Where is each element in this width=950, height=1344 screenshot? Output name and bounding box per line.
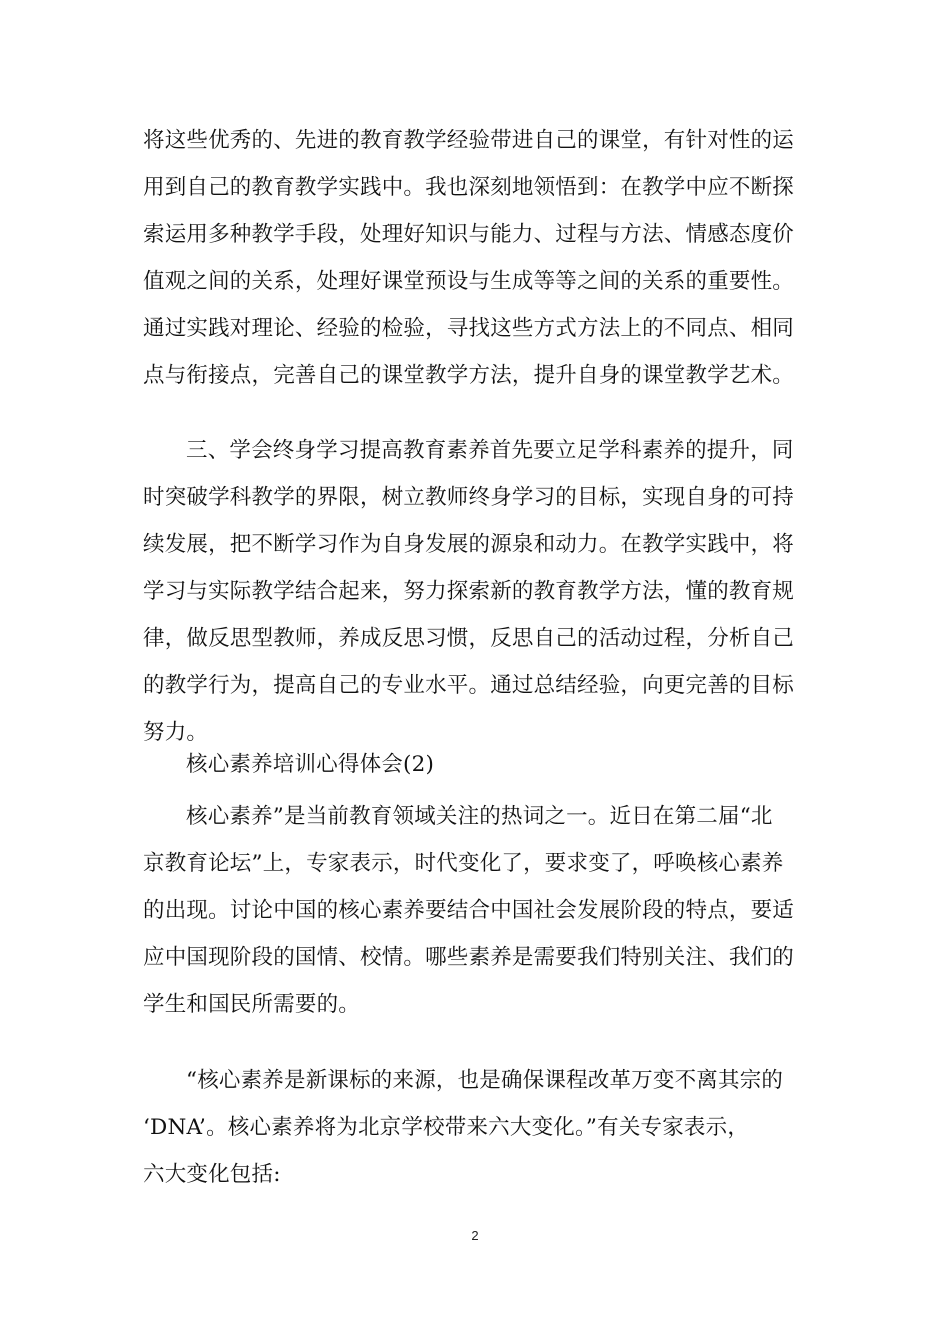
text-line: 律，做反思型教师，养成反思习惯，反思自己的活动过程，分析自己 [143, 626, 795, 651]
text-line: 将这些优秀的、先进的教育教学经验带进自己的课堂，有针对性的运 [143, 128, 795, 153]
paragraph-teaching-methods [143, 117, 808, 399]
text-line: 的教学行为，提高自己的专业水平。通过总结经验，向更完善的目标 [143, 673, 795, 698]
heading-line: 核心素养培训心得体会(2) [186, 752, 435, 777]
text-line: 续发展，把不断学习作为自身发展的源泉和动力。在教学实践中，将 [143, 532, 795, 557]
text-line: 应中国现阶段的国情、校情。哪些素养是需要我们特别关注、我们的 [143, 945, 795, 970]
text-line: 通过实践对理论、经验的检验，寻找这些方式方法上的不同点、相同 [143, 316, 795, 341]
section-heading [143, 741, 808, 788]
text-line: 核心素养”是当前教育领域关注的热词之一。近日在第二届“北 [186, 804, 773, 829]
text-line: 时突破学科教学的界限，树立教师终身学习的目标，实现自身的可持 [143, 485, 795, 510]
text-line: “核心素养是新课标的来源，也是确保课程改革万变不离其宗的 [186, 1068, 784, 1093]
page-number: 2 [471, 1228, 479, 1243]
text-line: 点与衔接点，完善自己的课堂教学方法，提升自身的课堂教学艺术。 [143, 363, 795, 388]
paragraph-lifelong-learning [143, 427, 808, 756]
text-line: 京教育论坛”上，专家表示，时代变化了，要求变了，呼唤核心素养 [143, 851, 784, 876]
text-line: 的出现。讨论中国的核心素养要结合中国社会发展阶段的特点，要适 [143, 898, 795, 923]
text-line: 用到自己的教育教学实践中。我也深刻地领悟到：在教学中应不断探 [143, 175, 795, 200]
text-line: 值观之间的关系，处理好课堂预设与生成等等之间的关系的重要性。 [143, 269, 795, 294]
text-line: 六大变化包括: [143, 1162, 281, 1187]
text-line: 三、学会终身学习提高教育素养首先要立足学科素养的提升，同 [186, 438, 794, 463]
text-line: 努力。 [143, 720, 209, 745]
paragraph-six-changes [143, 1057, 808, 1198]
text-line: ‘DNA’。核心素养将为北京学校带来六大变化。”有关专家表示， [143, 1115, 750, 1140]
text-line: 学习与实际教学结合起来，努力探索新的教育教学方法，懂的教育规 [143, 579, 795, 604]
text-line: 索运用多种教学手段，处理好知识与能力、过程与方法、情感态度价 [143, 222, 795, 247]
text-line: 学生和国民所需要的。 [143, 992, 361, 1017]
paragraph-core-literacy-intro [143, 793, 808, 1028]
